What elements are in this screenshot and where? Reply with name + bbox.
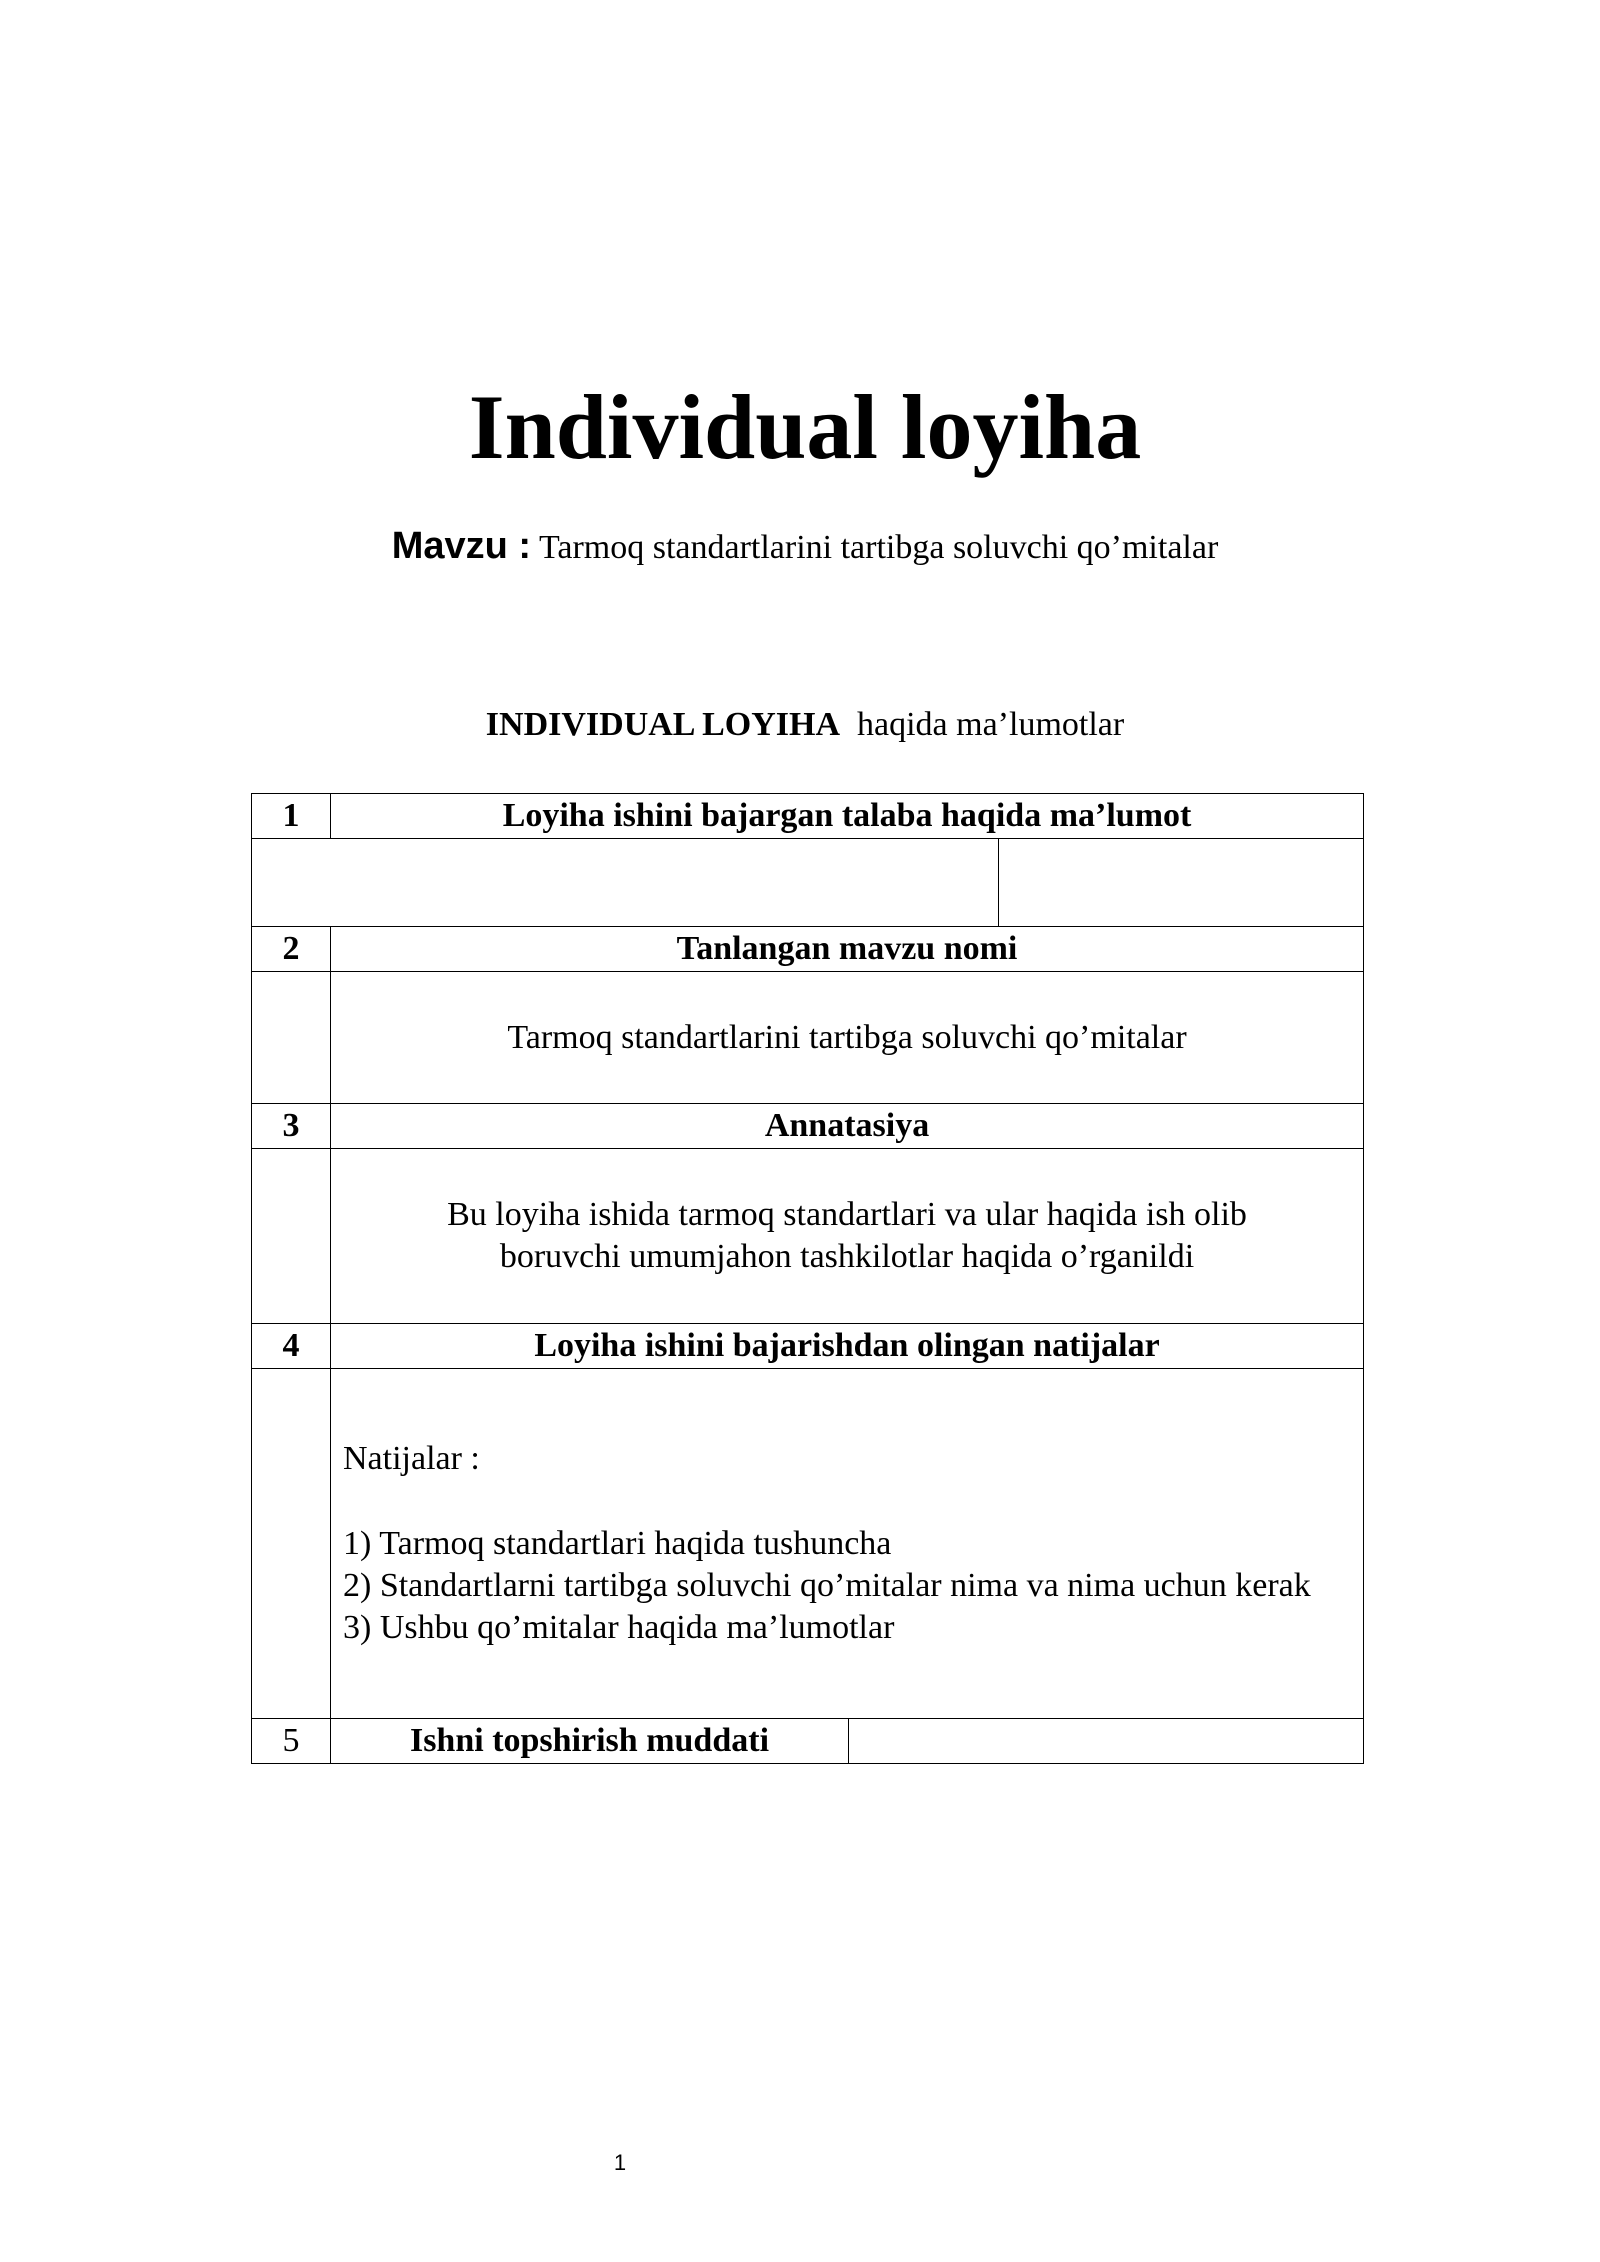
row-header-annotation: Annatasiya [331, 1104, 1364, 1149]
row-number: 1 [252, 794, 331, 839]
row-number: 2 [252, 927, 331, 972]
row-header-student-info: Loyiha ishini bajargan talaba haqida ma’lumot [331, 794, 1364, 839]
table-row [252, 1369, 1364, 1719]
topic-value: Tarmoq standartlarini tartibga soluvchi qo’mitalar [538, 529, 1219, 566]
annotation-line: Bu loyiha ishida tarmoq standartlari va ular haqida ish olib [447, 1196, 1247, 1233]
deadline-value-cell[interactable] [849, 1719, 1364, 1764]
row-number: 5 [252, 1719, 331, 1764]
empty-number-cell [252, 972, 331, 1104]
table-row [252, 927, 1364, 972]
row-number: 4 [252, 1324, 331, 1369]
row-header-results: Loyiha ishini bajarishdan olingan natijalar [331, 1324, 1364, 1369]
info-heading [0, 703, 1600, 747]
info-heading-bold: INDIVIDUAL LOYIHA [485, 706, 841, 743]
page-number: 1 [613, 2150, 627, 2175]
row-number: 3 [252, 1104, 331, 1149]
empty-number-cell [252, 1149, 331, 1324]
result-item: 3) Ushbu qo’mitalar haqida ma’lumotlar [343, 1609, 895, 1646]
topic-label: Mavzu : [391, 525, 532, 567]
topic-line [0, 523, 1600, 571]
table-row [252, 1324, 1364, 1369]
table-row [252, 794, 1364, 839]
project-info-table [251, 793, 1364, 1764]
info-heading-rest: haqida ma’lumotlar [857, 706, 1125, 743]
result-item: 1) Tarmoq standartlari haqida tushuncha [343, 1525, 892, 1562]
student-info-cell[interactable] [252, 839, 999, 927]
table-row [252, 1719, 1364, 1764]
row-header-topic-name: Tanlangan mavzu nomi [331, 927, 1364, 972]
empty-number-cell [252, 1369, 331, 1719]
table-row [252, 1149, 1364, 1324]
table-row [252, 839, 1364, 927]
results-cell [331, 1369, 1364, 1719]
topic-name-value: Tarmoq standartlarini tartibga soluvchi qo’mitalar [331, 972, 1364, 1104]
row-header-deadline: Ishni topshirish muddati [331, 1719, 849, 1764]
result-item: 2) Standartlarni tartibga soluvchi qo’mitalar nima va nima uchun kerak [343, 1567, 1311, 1604]
document-title: Individual loyiha [468, 376, 1142, 478]
student-info-cell-extra[interactable] [999, 839, 1364, 927]
table-row [252, 1104, 1364, 1149]
results-label: Natijalar : [343, 1440, 480, 1477]
annotation-text [331, 1149, 1364, 1324]
annotation-line: boruvchi umumjahon tashkilotlar haqida o’rganildi [499, 1238, 1195, 1275]
table-row [252, 972, 1364, 1104]
